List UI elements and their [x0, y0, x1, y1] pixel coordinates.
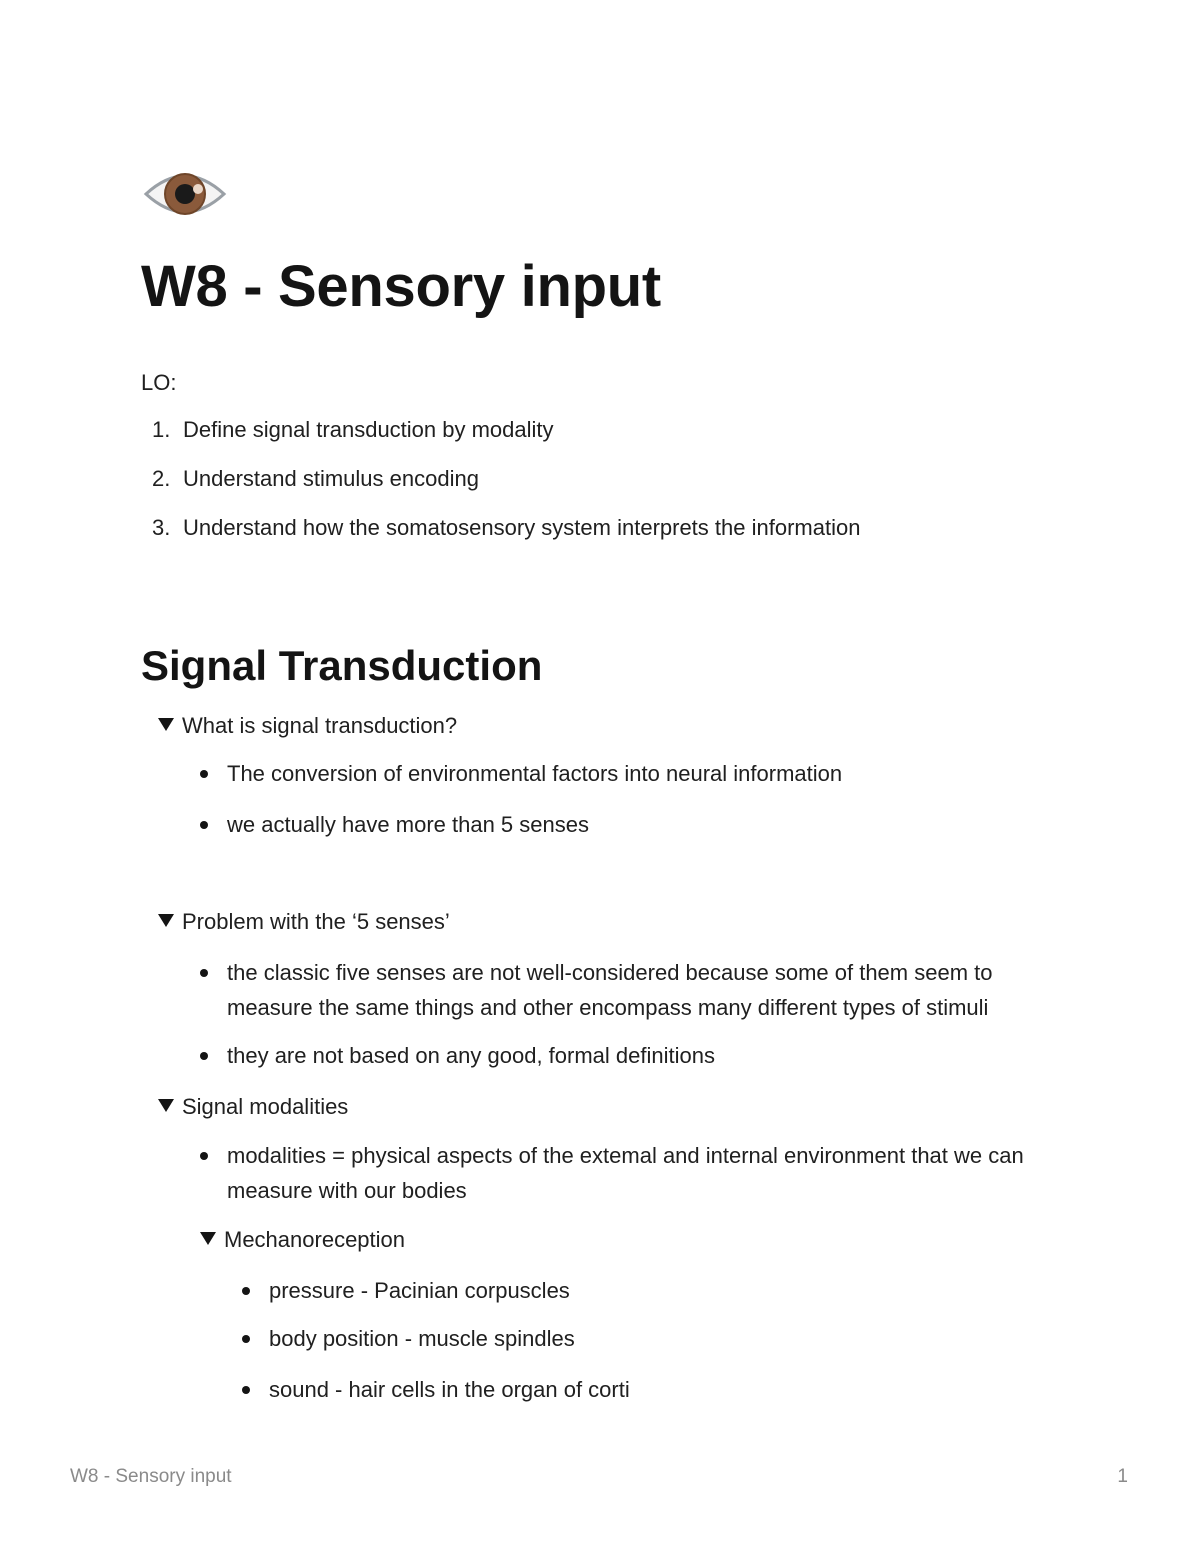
toggle-label: Signal modalities — [182, 1094, 349, 1119]
toggle-problem-with-five-senses[interactable] — [158, 908, 450, 936]
list-item-text: we actually have more than 5 senses — [227, 812, 589, 837]
list-item-text: Define signal transduction by modality — [183, 417, 554, 442]
toggle-triangle-icon[interactable] — [200, 1232, 216, 1245]
list-item — [242, 1321, 1129, 1356]
list-item-text: Understand stimulus encoding — [183, 466, 479, 491]
toggle-label: Problem with the ‘5 senses’ — [182, 909, 450, 934]
list-item — [242, 1372, 1129, 1407]
toggle-label: Mechanoreception — [224, 1227, 406, 1252]
list-number: 1. — [152, 417, 171, 442]
list-item-text: Understand how the somatosensory system interprets the information — [183, 515, 861, 540]
list-item — [242, 1273, 1129, 1308]
list-item-text: pressure - Pacinian corpuscles — [269, 1278, 570, 1303]
list-item — [141, 465, 860, 493]
toggle-what-is-signal-transduction[interactable] — [158, 712, 457, 740]
bullet-icon — [242, 1335, 250, 1343]
toggle-mechanoreception[interactable] — [200, 1226, 405, 1254]
list-item — [141, 416, 860, 444]
toggle-triangle-icon[interactable] — [158, 718, 174, 731]
toggle-triangle-icon[interactable] — [158, 914, 174, 927]
list-item — [200, 1138, 1057, 1208]
bullet-icon — [200, 1052, 208, 1060]
section-heading: Signal Transduction — [141, 642, 543, 689]
list-item — [200, 1038, 1127, 1073]
footer-title: W8 - Sensory input — [70, 1466, 232, 1487]
toggle-label: What is signal transduction? — [182, 713, 458, 738]
list-number: 3. — [152, 515, 171, 540]
page-title: W8 - Sensory input — [141, 254, 661, 319]
bullet-icon — [200, 770, 208, 778]
bullet-icon — [242, 1386, 250, 1394]
list-item — [141, 514, 860, 542]
list-item-text: they are not based on any good, formal definitions — [227, 1043, 715, 1068]
learning-objectives-label: LO: — [141, 370, 177, 395]
list-item — [200, 807, 1127, 842]
list-item — [200, 955, 1067, 1025]
toggle-triangle-icon[interactable] — [158, 1099, 174, 1112]
eye-icon — [143, 164, 227, 224]
list-item-text: The conversion of environmental factors into neural information — [227, 761, 843, 786]
bullet-icon — [200, 969, 208, 977]
list-item-text: modalities = physical aspects of the extemal and internal environment that we can measure with our bodies — [227, 1143, 1024, 1203]
list-item-text: sound - hair cells in the organ of corti — [269, 1377, 630, 1402]
list-number: 2. — [152, 466, 171, 491]
page-number: 1 — [1117, 1466, 1128, 1487]
learning-objectives-list — [141, 416, 860, 563]
bullet-icon — [200, 1152, 208, 1160]
bullet-icon — [200, 821, 208, 829]
list-item — [200, 756, 1127, 791]
toggle-signal-modalities[interactable] — [158, 1093, 348, 1121]
bullet-icon — [242, 1287, 250, 1295]
list-item-text: the classic five senses are not well-considered because some of them seem to measure the same things and other encompass many different types of stimuli — [227, 960, 993, 1020]
list-item-text: body position - muscle spindles — [269, 1326, 575, 1351]
